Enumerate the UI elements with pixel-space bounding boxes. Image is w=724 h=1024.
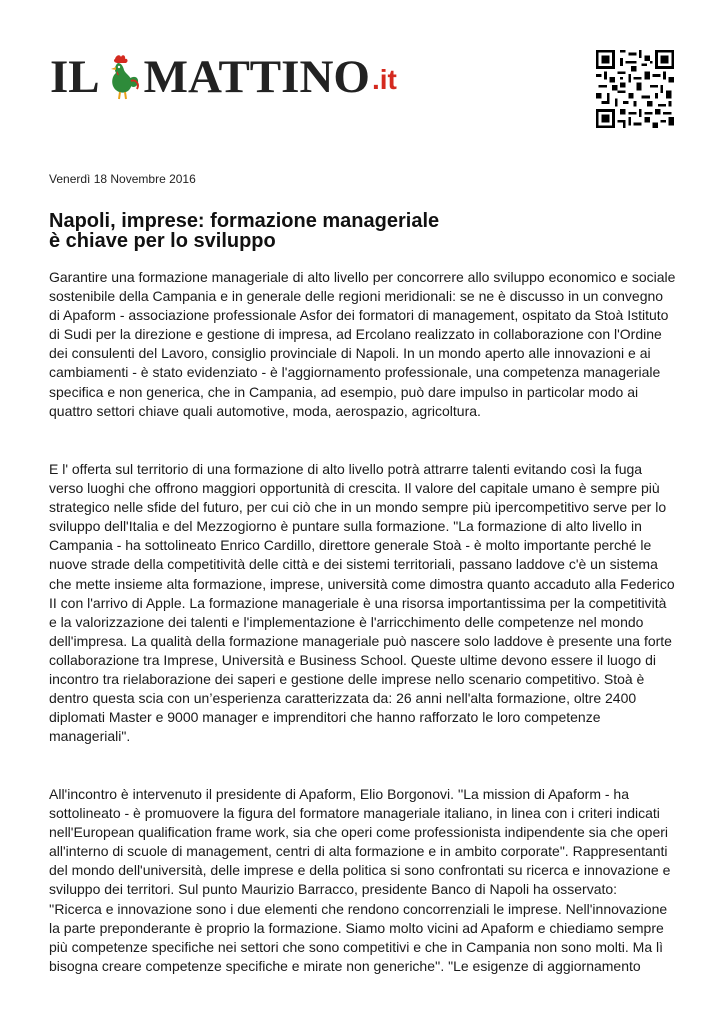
headline-line: Napoli, imprese: formazione manageriale bbox=[49, 210, 440, 232]
site-logo[interactable] bbox=[50, 52, 397, 102]
paragraph-line: II con l'arrivo di Apple. La formazione manageriale è una risorsa importantissima per la competitività bbox=[49, 594, 667, 611]
paragraph-line: più competenze specifiche nei settori che sono competitivi e che in Campania non sono molti. Ma lì bbox=[49, 938, 663, 955]
paragraph-line: all'interno di scuole di management, centri di alta formazione e in ambito corporate". Rappresentanti bbox=[49, 843, 668, 860]
paragraph-line: Garantire una formazione manageriale di alto livello per concorrere allo sviluppo economico e sociale bbox=[49, 269, 676, 285]
article-headline bbox=[49, 211, 669, 251]
paragraph-line: del mondo dell'università, delle imprese e della politica si sono confrontati su ricerca e innovazione e bbox=[49, 862, 671, 879]
paragraph-line: specifica e non generica, che in Campania, ad esempio, può dare impulso in particolar modo ai bbox=[49, 383, 639, 400]
paragraph-line: la parte preponderante è proprio la formazione. Siamo molto vicini ad Apaform e chiediamo sempre bbox=[49, 919, 664, 936]
qr-code-icon bbox=[596, 50, 674, 128]
paragraph-line: nell'European qualification frame work, sia che operi come professionista indipendente sia che operi bbox=[49, 824, 669, 841]
paragraph-line: Campania - ha sottolineato Enrico Cardillo, direttore generale Stoà - è molto importante perché le bbox=[49, 537, 652, 554]
paragraph-line: incontro tra rielaborazione dei saperi e gestione delle imprese nello scenario competitivo. Stoà è bbox=[49, 671, 645, 688]
paragraph-line: sviluppo dei territori. Sul punto Maurizio Barracco, presidente Banco di Napoli ha osservato: bbox=[49, 881, 618, 898]
paragraph-line: nuove strade della competitività delle città e dei sistemi territoriali, passano laddove c'è un sistema bbox=[49, 556, 658, 573]
paragraph-line: ''Ricerca e innovazione sono i due elementi che rendono concorrenziali le imprese. Nell'innovazione bbox=[49, 900, 668, 917]
paragraph-line: e la valorizzazione dei talenti e l'implementazione è l'arricchimento delle competenze nel mondo bbox=[49, 613, 644, 630]
paragraph-line: sostenibile della Campania e in generale delle regioni meridionali: se ne è discusso in un convegno bbox=[49, 288, 664, 305]
paragraph-line: di Sudi per la direzione e gestione di impresa, ad Ercolano realizzato in collaborazione con l'Ordine bbox=[49, 326, 662, 343]
article-paragraph bbox=[49, 268, 679, 421]
paragraph-line: dell'impresa. La qualità della formazione manageriale può nascere solo laddove è presente una forte bbox=[49, 632, 672, 649]
paragraph-line: quattro settori chiave quali automotive, moda, aerospazio, agricoltura. bbox=[49, 402, 481, 419]
paragraph-line: All'incontro è intervenuto il presidente di Apaform, Elio Borgonovi. ''La mission di Apaform - ha bbox=[49, 786, 629, 802]
paragraph-line: bisogna creare competenze specifiche e mirate non generiche''. "Le esigenze di aggiornamento bbox=[49, 957, 641, 974]
paragraph-line: cambiamenti - è stato evidenziato - è l'aggiornamento professionale, una competenza manageriale bbox=[49, 364, 661, 381]
headline-line: è chiave per lo sviluppo bbox=[49, 230, 276, 252]
paragraph-line: verso luoghi che offrono maggiori opportunità di crescita. Il valore del capitale umano è sempre più bbox=[49, 480, 660, 497]
paragraph-line: E l' offerta sul territorio di una formazione di alto livello potrà attrarre talenti evitando così la fuga bbox=[49, 461, 643, 477]
paragraph-line: che mette insieme alta formazione, imprese, università come dimostra quanto accaduto alla Federico bbox=[49, 575, 675, 592]
article-paragraph bbox=[49, 785, 679, 976]
rooster-icon bbox=[101, 53, 143, 101]
logo-text-mattino: MATTINO bbox=[143, 51, 370, 103]
logo-suffix: .it bbox=[371, 64, 397, 95]
paragraph-line: sviluppo dell'Italia e del Mezzogiorno è puntare sulla formazione. "La formazione di alto livello in bbox=[49, 518, 642, 535]
paragraph-line: dei consulenti del Lavoro, consiglio provinciale di Napoli. In un mondo aperto alle innovazioni e ai bbox=[49, 345, 651, 362]
logo-text-il: IL bbox=[50, 51, 100, 103]
paragraph-line: sottolineato - è promuovere la figura del formatore manageriale italiano, in linea con i criteri indicati bbox=[49, 805, 660, 822]
paragraph-line: strategico nelle sfide del futuro, per cui ciò che in un mondo sempre più ipercompetitivo serve per lo bbox=[49, 499, 667, 516]
article-date: Venerdì 18 Novembre 2016 bbox=[49, 172, 196, 186]
paragraph-line: di Apaform - associazione professionale Asfor dei formatori di management, ospitato da Stoà Istituto bbox=[49, 307, 669, 324]
paragraph-line: collaborazione tra Imprese, Università e Business School. Queste ultime devono essere il luogo di bbox=[49, 651, 656, 668]
paragraph-line: manageriali". bbox=[49, 728, 131, 745]
article-paragraph bbox=[49, 460, 679, 746]
paragraph-line: dentro questa scia con un’esperienza caratterizzata da: 26 anni nell'alta formazione, oltre 2400 bbox=[49, 690, 637, 707]
paragraph-line: diplomati Master e 9000 manager e imprenditori che hanno rafforzato le loro competenze bbox=[49, 709, 601, 726]
